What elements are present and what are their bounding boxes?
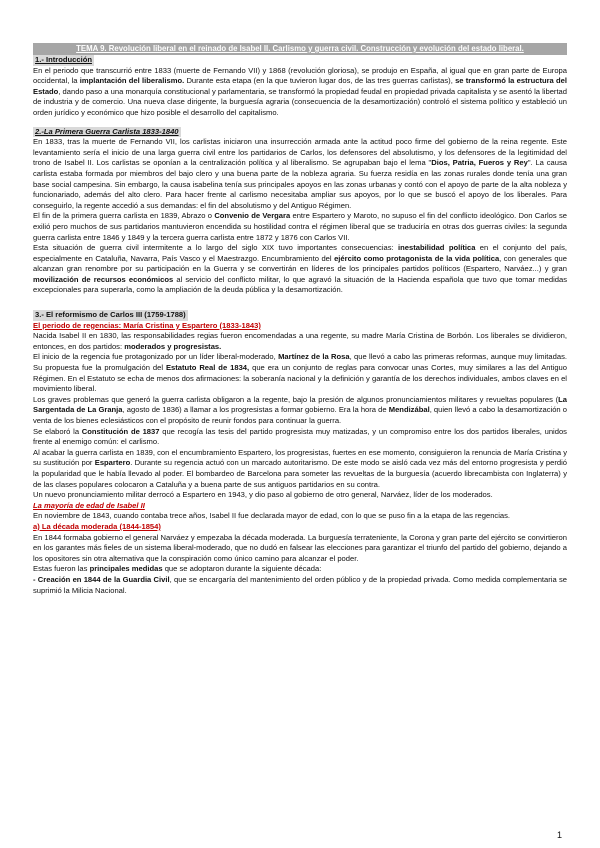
- section-3-paragraph-3: Los graves problemas que generó la guerra carlista obligaron a la regente, bajo la presión de algunos pronunciamientos militares y revueltas populares (La Sargentada de La Granja, agosto de 1836) a llamar a los progresistas a formar gobierno. Era la hora de Mendizábal, quien llevó a cabo la desamortización o venta de los bienes eclesiásticos con el propósito de reunir fondos para continuar la guerra.: [33, 394, 568, 425]
- section-3-paragraph-6: Un nuevo pronunciamiento militar derrocó a Espartero en 1943, y dio paso al gobierno de otro general, Narváez, líder de los moderados.: [33, 490, 493, 500]
- section-3-paragraph-9: Estas fueron las principales medidas que se adoptaron durante la siguiente década:: [33, 564, 322, 574]
- section-3-paragraph-2: El inicio de la regencia fue protagonizado por un líder liberal-moderado, Martínez de la Rosa, que llevó a cabo las primeras reformas, aunque muy limitadas. Su propuesta fue la promulgación del Estatuto Real de 1834, que era un conjunto de reglas para convocar unas Cortes, muy similares a las del Antiguo Régimen. En el Estatuto se echa de menos dos afirmaciones: la soberanía nacional y la definición y garantía de los derechos individuales, ambos claves en el movimiento liberal.: [33, 352, 567, 394]
- section-3-paragraph-5: Al acabar la guerra carlista en 1839, con el encumbramiento Espartero, los progresistas, fuertes en ese momento, consiguieron la renuncia de María Cristina y su sustitución por Espartero. Durante su regencia actuó con un marcado autoritarismo. De este modo se aisló cada vez más del entorno progresista y perdió la popularidad que le había llevado al poder. El bombardeo de Barcelona para someter las revueltas de la burguesía (acuerdo librecambista con Inglaterra) y de las clases populares colocaron a Cataluña y a buena parte de sus antiguos partidarios en su contra.: [33, 447, 568, 489]
- section-3-paragraph-7: En noviembre de 1843, cuando contaba trece años, Isabel II fue declarada mayor de edad, con lo que se puso fin a la etapa de las regencias.: [33, 511, 511, 521]
- section-1-paragraph: En el periodo que transcurrió entre 1833 (muerte de Fernando VII) y 1868 (revolución gloriosa), se produjo en España, al igual que en gran parte de Europa occidental, la implantación del liberalismo. Durante esta etapa (en la que tuvieron lugar dos, de las tres guerras carlistas), se transformó la estructura del Estado, dando paso a una monarquía constitucional y parlamentaria, se transformó la propiedad feudal en propiedad privada capitalista y se asentó la libertad de industria y de comercio. Una nueva clase dirigente, la burguesía agraria (consecuencia de la desamortización) controló el sistema político y estableció un orden jurídico y económico que hizo posible el desarrollo del capitalismo.: [33, 65, 568, 117]
- section-3-paragraph-4: Se elaboró la Constitución de 1837 que recogía las tesis del partido progresista muy matizadas, y un compromiso entre los dos partidos liberales, unidos frente al enemigo común: el carlismo.: [33, 426, 567, 447]
- document-title: TEMA 9. Revolución liberal en el reinado de Isabel II. Carlismo y guerra civil. Construcción y evolución del estado liberal.: [33, 43, 567, 55]
- subheading-mayoria-edad: La mayoría de edad de Isabel II: [33, 500, 145, 510]
- section-3-paragraph-10: - Creación en 1844 de la Guardia Civil, que se encargaría del mantenimiento del orden público y de la propiedad privada. Como medida complementaria se suprimió la Milicia Nacional.: [33, 574, 567, 595]
- section-2-heading: 2.-La Primera Guerra Carlista 1833-1840: [35, 126, 179, 136]
- subheading-regencias: El periodo de regencias: María Cristina y Espartero (1833-1843): [33, 320, 261, 330]
- page-number: 1: [557, 830, 563, 840]
- section-3-paragraph-1: Nacida Isabel II en 1830, las responsabilidades regias fueron encomendadas a una regente, su madre María Cristina de Borbón. Los liberales se dividieron, entonces, en dos partidos: moderados y progresistas.: [33, 331, 567, 351]
- section-3-paragraph-8: En 1844 formaba gobierno el general Narváez y empezaba la década moderada. La burguesía terrateniente, la Corona y gran parte del ejército se convirtieron en los garantes más fieles de un sistema liberal-moderado, que no dudó en falsear las elecciones para garantizar el triunfo del partido del gobierno, dejando a los opositores sin otra alternativa que la conspiración como único camino para alcanzar el poder.: [33, 532, 567, 563]
- section-2-paragraph-3: Esta situación de guerra civil intermitente a lo largo del siglo XIX tuvo importantes consecuencias: inestabilidad política en el conjunto del país, especialmente en Cataluña, Navarra, País Vasco y el Maestrazgo. Encumbramiento del ejército como protagonista de la vida política, con generales que alcanzan gran renombre por su participación en la Guerra y se convertirán en líderes de los principales partidos políticos (Espartero, Narváez...) y gran movilización de recursos económicos al servicio del conflicto militar, lo que agravó la situación de la Hacienda española que tuvo que tomar medidas excepcionales para superarla, como la ampliación de la deuda pública y la desamortización.: [33, 243, 568, 295]
- document-page: [33, 43, 567, 596]
- section-2-paragraph-2: El fin de la primera guerra carlista en 1839, Abrazo o Convenio de Vergara entre Espartero y Maroto, no supuso el fin del conflicto ideológico. Don Carlos se exilió pero muchos de sus partidarios mantuvieron encendida su hostilidad contra el régimen liberal que se traduciría en otras dos guerras civiles: la segunda guerra carlista entre 1846 y 1849 y la tercera guerra carlista entre 1872 y 1876 con Carlos VII.: [33, 211, 567, 242]
- section-2-paragraph-1: En 1833, tras la muerte de Fernando VII, los carlistas iniciaron una insurrección armada ante la actitud poco firme del gobierno de la reina regente. Este levantamiento sería el inicio de una larga guerra civil entre los partidarios de Carlos, los defensores del absolutismo, y los defensores de la legitimidad del trono de Isabel II. Los carlistas se oponían a la centralización política y al liberalismo. Se agrupaban bajo el lema "Dios, Patria, Fueros y Rey". La causa carlista estaba formada por miembros del bajo clero y una buena parte de la nobleza agraria. Su fuerza residía en las zonas rurales donde tenía una gran base social campesina. Sin embargo, la causa isabelina tenía sus principales apoyos en las zonas urbanas y contó con el apoyo de parte de la alta nobleza y funcionariado, además del alto clero. Para hacer frente al carlismo necesitaba ampliar sus apoyos, por lo que se buscó el apoyo de los liberales. Para conseguirlo, la regente accedió a sus demandas: el fin del absolutismo y del Antiguo Régimen.: [33, 137, 567, 210]
- section-1-heading: 1.- Introducción: [35, 55, 92, 64]
- subheading-decada-moderada: a) La década moderada (1844-1854): [33, 521, 161, 531]
- section-3-heading: 3.- El reformismo de Carlos III (1759-1788): [35, 310, 186, 320]
